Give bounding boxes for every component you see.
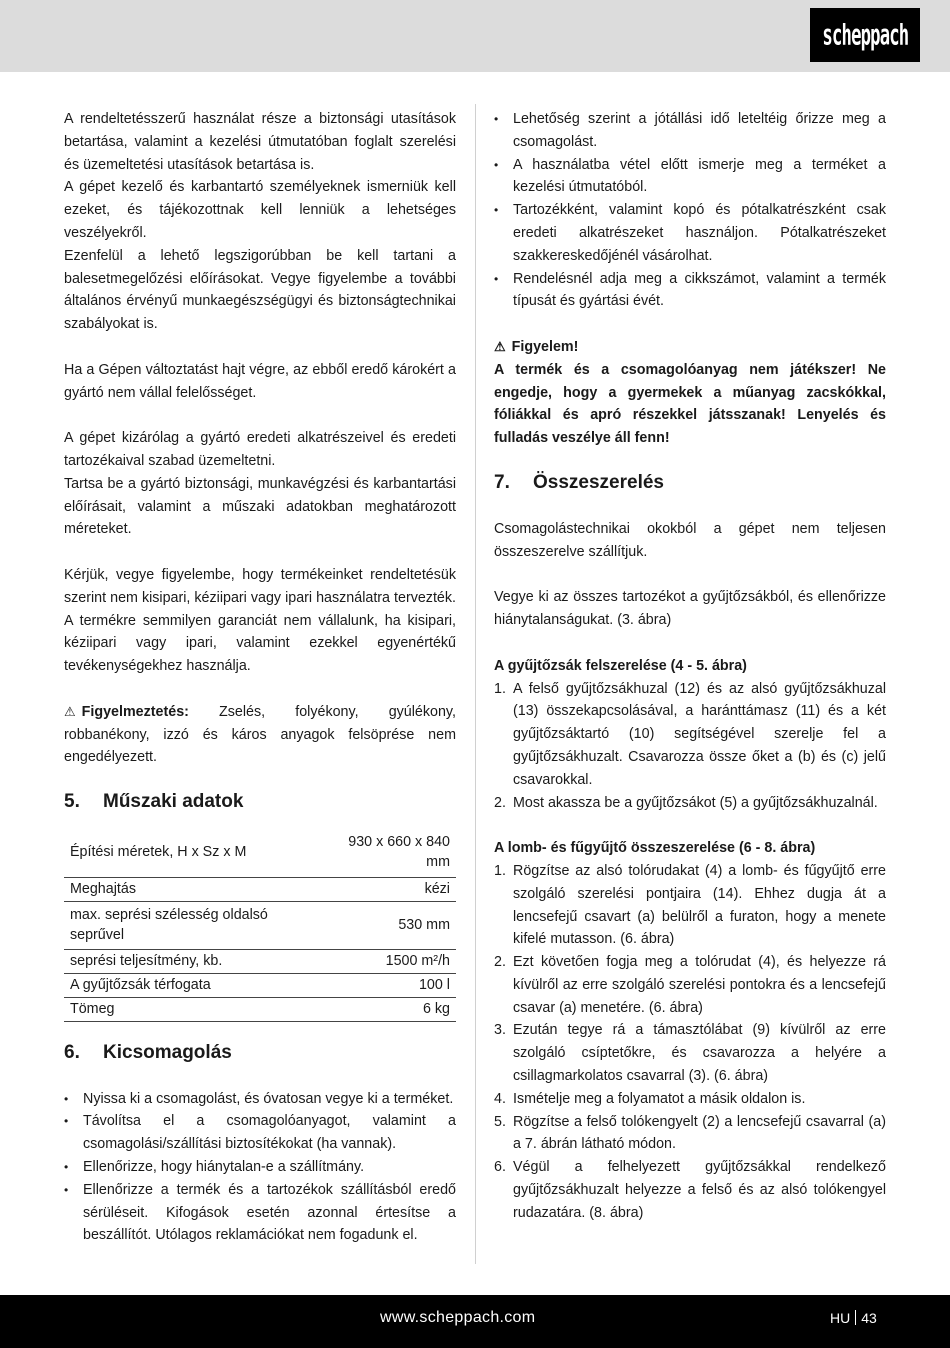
warranty-paragraph: Kérjük, vegye figyelembe, hogy termékeinket rendeltetésük szerint nem kisipari, kéziipari vagy ipari használatra tervezték. A termékre semmilyen garanciát nem vállalunk, ha kisipari, kéziipari vagy ipari, valamint ezekkel egyenértékű tevékenységekhez használja. [64,566,456,675]
intro-paragraph: A rendeltetésszerű használat része a biztonsági utasítások betartása, valamint a kezelési útmutatóban foglalt szerelési és üzemeltetési utasítások betartása is. [64,111,456,173]
website-link[interactable]: www.scheppach.com [380,1309,536,1326]
list-item: 3. Ezután tegye rá a támasztólábat (9) kívülről az erre szolgáló csíptetőkre, és csavarozza a helyére a csillagmarkolatos csavarral (3). (6. ábra) [494,1022,886,1085]
page-number: 43 [861,1310,877,1326]
attention-title: ⚠ Figyelem! [494,336,886,359]
packaging-list [494,108,886,313]
list-item: 1. Rögzítse az alsó tolórudakat (4) a lomb- és fűgyűjtő erre szolgáló szerelési pontjaira (14). Ehhez dugja át a lencsefejű csavart (a) belülről a furaton, hogy a menete kifelé mutasson. (6. ábra) [494,862,886,948]
intro-paragraph: A gépet kezelő és karbantartó személyeknek ismerniük kell ezeket, és tájékozottnak kell lenniük a lehetséges veszélyekről. [64,179,456,241]
intro-paragraph: Ezenfelül a lehető legszigorúbban be kell tartani a balesetmegelőzési előírásokat. Vegye figyelembe a további általános érvényű munkaegészségügyi és biztonságtechnikai szabályokat is. [64,247,456,333]
attention-text: A termék és a csomagolóanyag nem játékszer! Ne engedje, hogy a gyermekek a műanyag zacskókkal, fóliákkal és apró részekkel játsszanak! Lenyelés és fulladás veszélye áll fenn! [494,361,886,447]
list-item: 2. Most akassza be a gyűjtőzsákot (5) a gyűjtőzsákhuzalnál. [494,794,878,811]
original-parts-paragraph: A gépet kizárólag a gyártó eredeti alkatrészeivel és eredeti tartozékaival szabad üzemeltetni. [64,430,456,469]
list-item: • Rendelésnél adja meg a cikkszámot, valamint a termék típusát és gyártási évét. [494,268,886,314]
bag-steps-list [494,678,886,815]
column-divider [475,104,476,1264]
list-item: 1. A felső gyűjtőzsákhuzal (12) és az alsó gyűjtőzsákhuzal (13) összekapcsolásával, a haránttámasz (11) és a két gyűjtőzsáktartó (10) segítségével szerelje fel a gyűjtőzsákhuzalt. Csavarozza össze őket a (b) és (c) jelű csavarokkal. [494,680,886,788]
subsection-heading-collector: A lomb- és fűgyűjtő összeszerelése (6 - 8. ábra) [494,840,816,857]
assembly-intro: Csomagolástechnikai okokból a gépet nem teljesen összeszerelve szállítjuk. [494,520,886,560]
warning-text: Zselés, folyékony, gyúlékony, robbanékony, izzó és káros anyagok felsöprése nem engedélyezett. [64,703,456,766]
right-column [494,108,886,1225]
unpacking-list [64,1088,456,1248]
table-row: Tömeg 6 kg [64,997,456,1021]
separator [855,1310,856,1325]
warning-paragraph [64,701,456,769]
scheppach-logo: scheppach [810,8,920,62]
list-item: • Nyissa ki a csomagolást, és óvatosan vegye ki a terméket. [64,1088,456,1111]
list-item: • Tartozékként, valamint kopó és pótalkatrészként csak eredeti alkatrészeket használjon. Pótalkatrészeket szakkereskedőjénél vásárolhat. [494,199,886,267]
left-column [64,108,456,1247]
section-heading-assembly: 7. Összeszerelés [494,471,664,493]
list-item: • Lehetőség szerint a jótállási idő leteltéig őrizze meg a csomagolást. [494,108,886,154]
liability-paragraph: Ha a Gépen változtatást hajt végre, az ebből eredő károkért a gyártó nem vállal felelősséget. [64,361,456,401]
list-item: • Távolítsa el a csomagolóanyagot, valamint a csomagolási/szállítási biztosítékokat (ha vannak). [64,1110,456,1156]
table-row: seprési teljesítmény, kb. 1500 m²/h [64,949,456,973]
section-heading-unpacking: 6. Kicsomagolás [64,1041,232,1063]
list-item: • Ellenőrizze a termék és a tartozékok szállításból eredő sérüléseit. Kifogások esetén azonnal értesítse a beszállítót. Utólagos reklamációkat nem fogadunk el. [64,1179,456,1247]
subsection-heading-bag: A gyűjtőzsák felszerelése (4 - 5. ábra) [494,657,747,674]
list-item: 2. Ezt követően fogja meg a tolórudat (4), és helyezze rá kívülről az erre szolgáló szerelési pontokra és a lencsefejű csavar (a) menetére. (6. ábra) [494,954,886,1016]
spec-table [64,829,456,1022]
list-item: • A használatba vétel előtt ismerje meg a terméket a kezelési útmutatóból. [494,154,886,200]
warning-triangle-icon: ⚠ [494,338,506,354]
assembly-intro: Vegye ki az összes tartozékot a gyűjtőzsákból, és ellenőrizze hiánytalanságukat. (3. ábra) [494,589,886,629]
table-row: Építési méretek, H x Sz x M 930 x 660 x 840 mm [64,829,456,877]
warning-triangle-icon: ⚠ [64,703,76,719]
table-row: max. seprési szélesség oldalsó seprűvel 530 mm [64,901,456,949]
list-item: 6. Végül a felhelyezett gyűjtőzsákkal rendelkező gyűjtőzsákhuzalt helyezze a felső és az alsó tolókengyel rudazatára. (8. ábra) [494,1159,886,1221]
list-item: 4. Ismételje meg a folyamatot a másik oldalon is. [494,1090,806,1107]
page-indicator [830,1310,877,1326]
warning-label: Figyelmeztetés: [81,703,189,720]
list-item: 5. Rögzítse a felső tolókengyelt (2) a lencsefejű csavarral (a) a 7. ábrán látható módon. [494,1113,886,1153]
table-row: A gyűjtőzsák térfogata 100 l [64,973,456,997]
section-heading-technical-data: 5. Műszaki adatok [64,791,244,813]
regulations-paragraph: Tartsa be a gyártó biztonsági, munkavégzési és karbantartási előírásait, valamint a műszaki adatokban meghatározott méreteket. [64,475,456,538]
list-item: • Ellenőrizze, hogy hiánytalan-e a szállítmány. [64,1156,456,1179]
page-header [0,0,950,72]
language-code: HU [830,1310,851,1326]
collector-steps-list [494,860,886,1225]
table-row: Meghajtás kézi [64,877,456,901]
